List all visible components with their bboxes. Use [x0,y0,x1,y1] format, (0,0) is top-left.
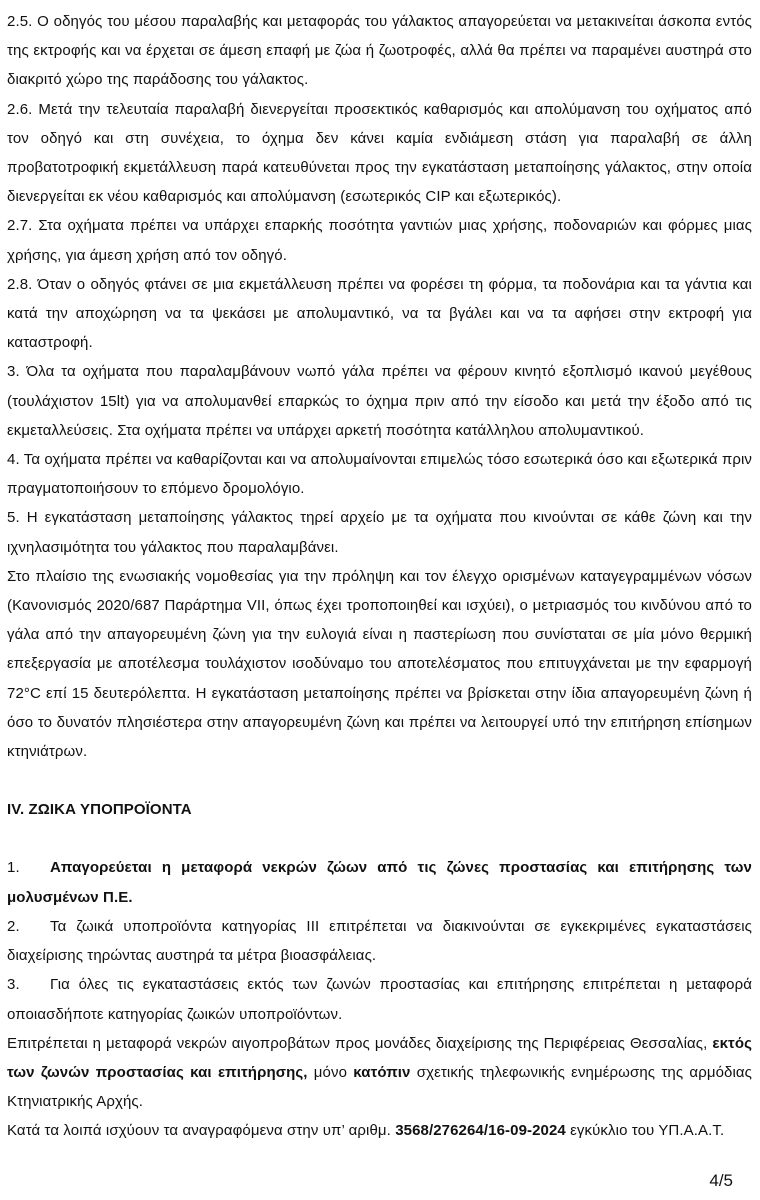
text-run: 3. Όλα τα οχήματα που παραλαμβάνουν νωπό γάλα πρέπει να φέρουν κινητό εξοπλισμό ικανού μεγέθους (τουλάχιστον 15lt) για να απολυμανθεί επαρκώς το όχημα πριν από την είσοδο και μετά την έξοδο από τις εκμεταλλεύσεις. Στα οχήματα πρέπει να υπάρχει αρκετή ποσότητα κατάλληλου απολυμαντικού. [7,363,752,439]
text-run: 2.7. Στα οχήματα πρέπει να υπάρχει επαρκής ποσότητα γαντιών μιας χρήσης, ποδοναριών και φόρμες μιας χρήσης, για άμεση χρήση από τον οδηγό. [7,217,752,264]
document-body [7,7,752,1146]
text-run: Στο πλαίσιο της ενωσιακής νομοθεσίας για την πρόληψη και τον έλεγχο ορισμένων καταγεγραμμένων νόσων (Κανονισμός 2020/687 Παράρτημα VII, όπως έχει τροποποιηθεί και ισχύει), ο μετριασμός του κινδύνου από το γάλα από την απαγορευμένη ζώνη για την ευλογιά είναι η παστερίωση που συνίσταται σε μία μόνο θερμική επεξεργασία με αποτέλεσμα τουλάχιστον ισοδύναμο του αποτελέσματος που επιτυγχάνεται με την εφαρμογή 72°C επί 15 δευτερόλεπτα. Η εγκατάσταση μεταποίησης πρέπει να βρίσκεται στην ίδια απαγορευμένη ζώνη ή όσο το δυνατόν πλησιέστερα στην απαγορευμένη ζώνη και πρέπει να λειτουργεί υπό την επιτήρηση επίσημων κτηνιάτρων. [7,567,752,761]
paragraph-2-8 [7,270,752,358]
list-item-1 [7,853,752,911]
text-run: Κατά τα λοιπά ισχύουν τα αναγραφόμενα στην υπ’ αριθμ. [7,1122,396,1140]
paragraph-circular-reference [7,1116,752,1145]
paragraph-4 [7,445,752,503]
item-number: 2. [7,917,20,935]
text-run: 2.6. Μετά την τελευταία παραλαβή διενεργείται προσεκτικός καθαρισμός και απολύμανση του οχήματος από τον οδηγό και στη συνέχεια, το όχημα δεν κάνει καμία ενδιάμεση στάση για παραλαβή σε άλλη προβατοτροφική εκμετάλλευση παρά κατευθύνεται προς την εγκατάσταση μεταποίησης γάλακτος, στην οποία διενεργείται εκ νέου καθαρισμός και απολύμανση (εσωτερικός CIP και εξωτερικός). [7,100,752,206]
page-number: 4/5 [709,1171,733,1190]
paragraph-2-6 [7,95,752,212]
text-run: 2.5. Ο οδηγός του μέσου παραλαβής και μεταφοράς του γάλακτος απαγορεύεται να μετακινείται άσκοπα εντός της εκτροφής και να έρχεται σε άμεση επαφή με ζώα ή ζωοτροφές, αλλά θα πρέπει να παραμένει αυστηρά στο διακριτό χώρο της παράδοσης του γάλακτος. [7,13,752,89]
paragraph-2-7 [7,211,752,269]
text-run: εκτός των ζωνών προστασίας και επιτήρησης, [7,1034,752,1081]
text-run: 2.8. Όταν ο οδηγός φτάνει σε μια εκμετάλλευση πρέπει να φορέσει τη φόρμα, τα ποδονάρια και τα γάντια και κατά την αποχώρηση να τα ψεκάσει με απολυμαντικό, να τα βγάλει και να τα αφήσει στην εκτροφή για καταστροφή. [7,275,752,352]
item-number: 1. [7,859,20,877]
text-run: Τα ζωικά υποπροϊόντα κατηγορίας III επιτρέπεται να διακινούνται σε εγκεκριμένες εγκαταστάσεις διαχείρισης τηρώντας αυστηρά τα μέτρα βιοασφάλειας. [7,917,752,965]
text-run: 4. Τα οχήματα πρέπει να καθαρίζονται και να απολυμαίνονται επιμελώς τόσο εσωτερικά όσο και εξωτερικά πριν πραγματοποιήσουν το επόμενο δρομολόγιο. [7,451,752,498]
list-item-3 [7,970,752,1028]
paragraph-3 [7,357,752,445]
paragraph-5 [7,503,752,561]
text-run: σχετικής τηλεφωνικής ενημέρωσης της αρμόδιας Κτηνιατρικής Αρχής. [7,1063,752,1111]
text-run: Για όλες τις εγκαταστάσεις εκτός των ζωνών προστασίας και επιτήρησης επιτρέπεται η μεταφορά οποιασδήποτε κατηγορίας ζωικών υποπροϊόντων. [7,976,752,1023]
paragraph-2-5 [7,7,752,95]
text-run: Επιτρέπεται η μεταφορά νεκρών αιγοπροβάτων προς μονάδες διαχείρισης της Περιφέρειας Θεσσαλίας, [7,1034,713,1052]
section-heading-animal-byproducts: IV. ΖΩΙΚΑ ΥΠΟΠΡΟΪΟΝΤΑ [7,801,192,819]
text-run: Απαγορεύεται η μεταφορά νεκρών ζώων από τις ζώνες προστασίας και επιτήρησης των μολυσμένων Π.Ε. [7,859,752,906]
text-run: εγκύκλιο του ΥΠ.Α.Α.Τ. [565,1122,725,1140]
text-run: 3568/276264/16-09-2024 [395,1122,566,1140]
text-run: μόνο [307,1063,354,1081]
paragraph-dead-animals-transport [7,1029,752,1117]
item-number: 3. [7,976,20,994]
text-run: 5. Η εγκατάσταση μεταποίησης γάλακτος τηρεί αρχείο με τα οχήματα που κινούνται σε κάθε ζώνη και την ιχνηλασιμότητα του γάλακτος που παραλαμβάνει. [7,509,752,556]
paragraph-eu-legislation [7,562,752,766]
text-run: κατόπιν [353,1063,411,1081]
list-item-2 [7,912,752,970]
